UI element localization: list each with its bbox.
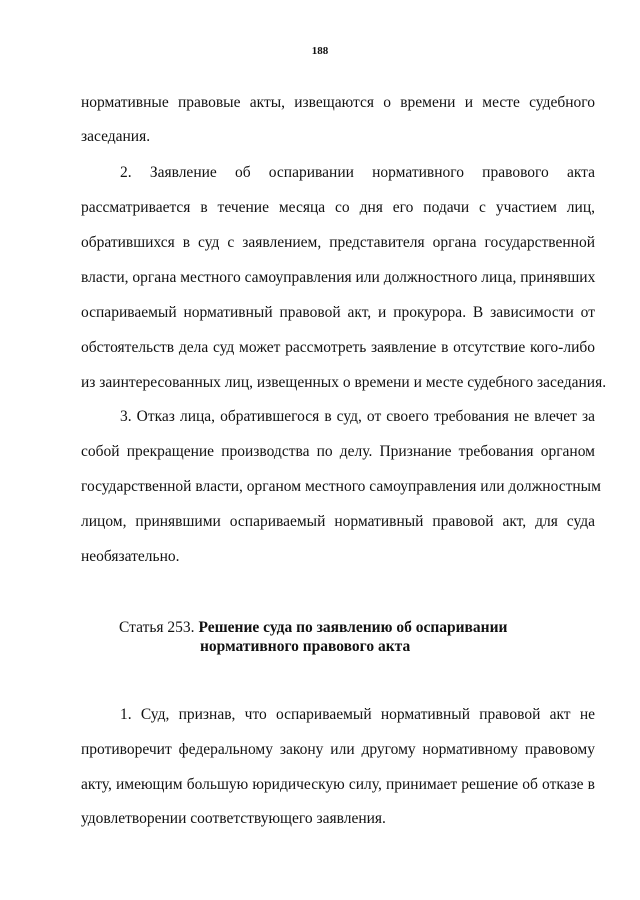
paragraph-4-line-3: акту, имеющим большую юридическую силу, принимает решение об отказе в: [81, 776, 595, 793]
paragraph-1-line-1: нормативные правовые акты, извещаются о времени и месте судебного: [81, 94, 595, 111]
article-number: Статья 253.: [119, 619, 195, 636]
article-heading-line-1: [119, 618, 507, 638]
paragraph-3-line-1: 3. Отказ лица, обратившегося в суд, от своего требования не влечет за: [120, 408, 595, 425]
paragraph-2-line-3: обратившихся в суд с заявлением, представителя органа государственной: [81, 234, 595, 251]
paragraph-2-line-4: власти, органа местного самоуправления или должностного лица, принявших: [81, 269, 596, 286]
page-number: 188: [311, 45, 329, 57]
paragraph-2-line-7: из заинтересованных лиц, извещенных о времени и месте судебного заседания.: [81, 374, 607, 391]
paragraph-3-line-3: государственной власти, органом местного самоуправления или должностным: [81, 478, 601, 495]
article-title-part-2: нормативного правового акта: [200, 638, 411, 655]
paragraph-2-line-5: оспариваемый нормативный правовой акт, и прокурора. В зависимости от: [81, 304, 595, 321]
article-title-part-1: Решение суда по заявлению об оспаривании: [198, 619, 508, 636]
paragraph-4-line-1: 1. Суд, признав, что оспариваемый нормативный правовой акт не: [120, 706, 595, 723]
paragraph-4-line-2: противоречит федеральному закону или другому нормативному правовому: [81, 741, 595, 758]
paragraph-4-line-4: удовлетворении соответствующего заявления.: [81, 810, 386, 827]
paragraph-3-line-2: собой прекращение производства по делу. Признание требования органом: [81, 443, 595, 460]
paragraph-2-line-2: рассматривается в течение месяца со дня его подачи с участием лиц,: [81, 199, 595, 216]
paragraph-3-line-4: лицом, принявшими оспариваемый нормативный правовой акт, для суда: [81, 513, 595, 530]
paragraph-1-line-2: заседания.: [81, 128, 151, 145]
paragraph-2-line-6: обстоятельств дела суд может рассмотреть заявление в отсутствие кого-либо: [81, 339, 595, 356]
paragraph-3-line-5: необязательно.: [81, 548, 180, 565]
paragraph-2-line-1: 2. Заявление об оспаривании нормативного правового акта: [120, 164, 595, 181]
